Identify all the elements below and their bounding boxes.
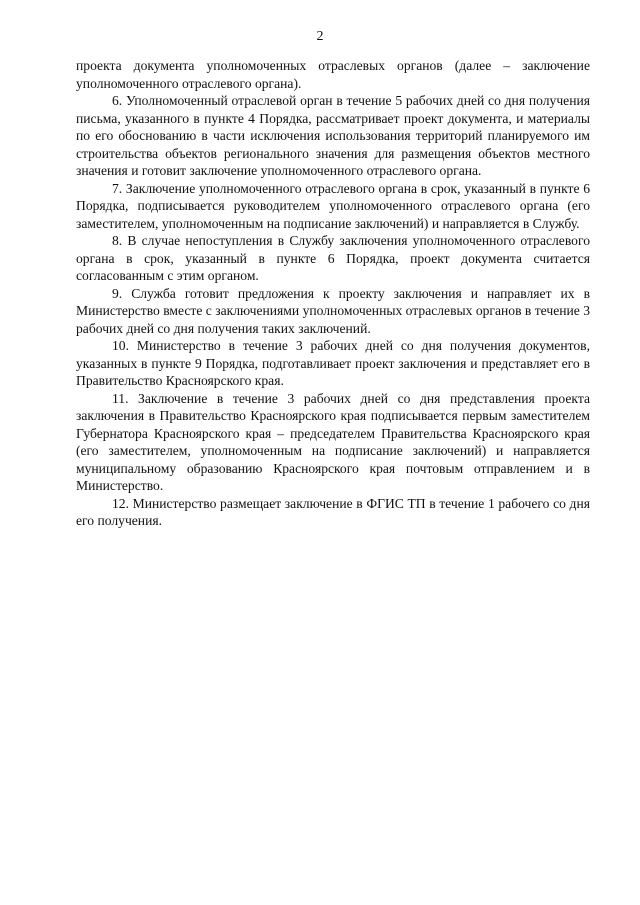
paragraph-9: 9. Служба готовит предложения к проекту заключения и направляет их в Министерство вместе с заключениями уполномоченных отраслевых органов в течение 3 рабочих дней со дня получения таких заключений. (76, 285, 591, 336)
paragraph-6: 6. Уполномоченный отраслевой орган в течение 5 рабочих дней со дня получения письма, указанного в пункте 4 Порядка, рассматривает проект документа, и материалы по его обоснованию в части исключения использования территорий планируемого им строительства объектов регионального значения для размещения объектов местного значения и готовит заключение уполномоченного отраслевого органа. (76, 93, 590, 178)
paragraph-7: 7. Заключение уполномоченного отраслевого органа в срок, указанный в пункте 6 Порядка, подписывается руководителем уполномоченного отраслевого органа (его заместителем, уполномоченным на подписание заключений) и направляется в Службу. (76, 180, 590, 231)
paragraph-8: 8. В случае непоступления в Службу заключения уполномоченного отраслевого органа в срок, указанный в пункте 6 Порядка, проект документа считается согласованным с этим органом. (76, 233, 590, 283)
paragraph-continuation: проекта документа уполномоченных отраслевых органов (далее – заключение уполномоченного отраслевого органа). (76, 58, 590, 91)
document-body (76, 57, 590, 530)
paragraph-12: 12. Министерство размещает заключение в ФГИС ТП в течение 1 рабочего со дня его получения. (76, 495, 590, 528)
paragraph-10: 10. Министерство в течение 3 рабочих дней со дня получения документов, указанных в пункте 9 Порядка, подготавливает проект заключения и представляет его в Правительство Красноярского края. (76, 338, 590, 388)
paragraph-11: 11. Заключение в течение 3 рабочих дней со дня представления проекта заключения в Правительство Красноярского края подписывается первым заместителем Губернатора Красноярского края – председателем Правительства Красноярского края (его заместителем, уполномоченным на подписание заключений) и направляется муниципальному образованию Красноярского края почтовым отправлением и в Министерство. (76, 390, 590, 493)
page-number: 2 (316, 29, 324, 44)
